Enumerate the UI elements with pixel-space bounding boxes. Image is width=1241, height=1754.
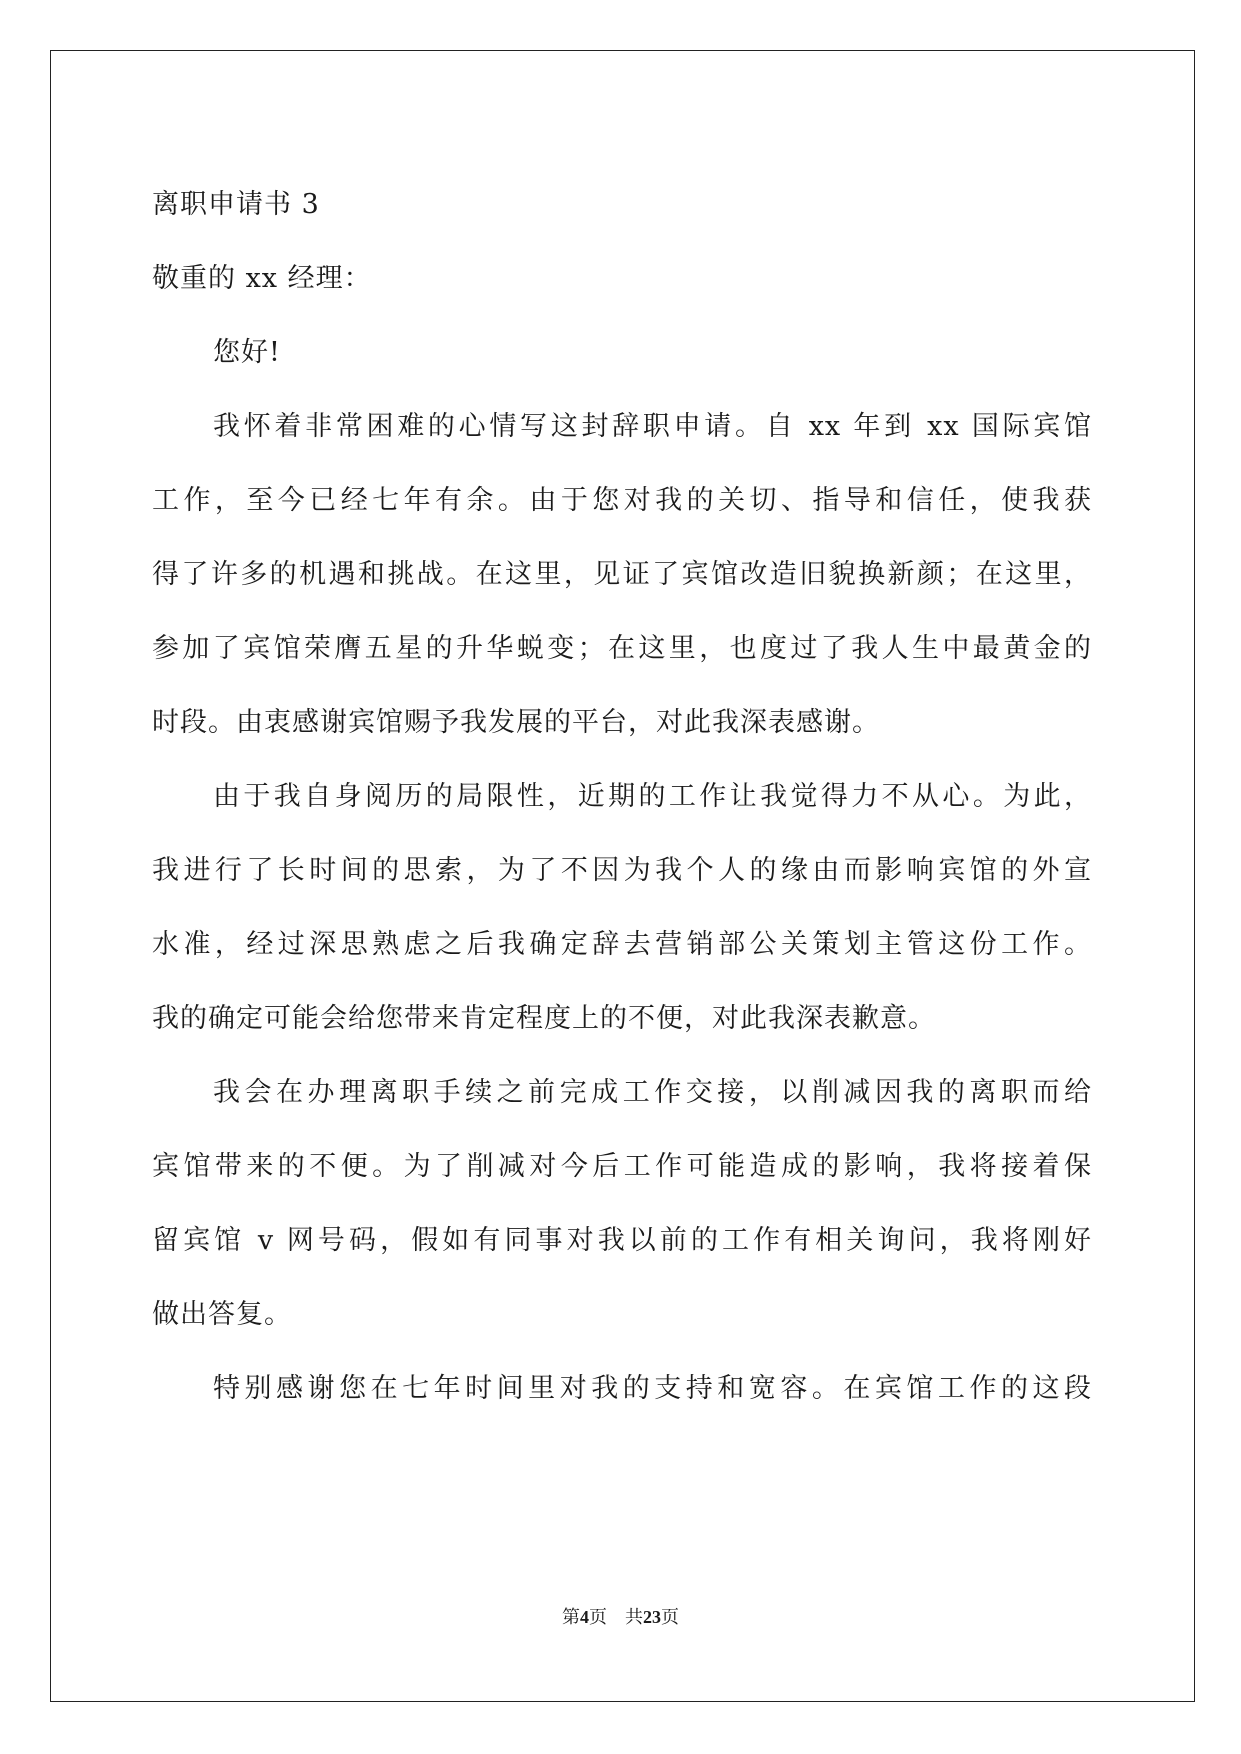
paragraph-line: 我的确定可能会给您带来肯定程度上的不便，对此我深表歉意。 xyxy=(152,1003,936,1034)
paragraph-line: 由于我自身阅历的局限性，近期的工作让我觉得力不从心。为此， xyxy=(213,781,1092,812)
paragraph-line: 留宾馆 v 网号码，假如有同事对我以前的工作有相关询问，我将刚好 xyxy=(152,1225,1092,1256)
paragraph-line: 工作，至今已经七年有余。由于您对我的关切、指导和信任，使我获 xyxy=(152,485,1092,516)
salutation: 敬重的 xx 经理： xyxy=(152,263,372,294)
document-title: 离职申请书 3 xyxy=(152,189,320,220)
greeting: 您好! xyxy=(213,337,281,368)
paragraph-line: 我会在办理离职手续之前完成工作交接，以削减因我的离职而给 xyxy=(213,1077,1092,1108)
document-body xyxy=(152,168,1092,1426)
paragraph-line: 水准，经过深思熟虑之后我确定辞去营销部公关策划主管这份工作。 xyxy=(152,929,1092,960)
paragraph-line: 我怀着非常困难的心情写这封辞职申请。自 xx 年到 xx 国际宾馆 xyxy=(213,411,1092,442)
paragraph-line: 特别感谢您在七年时间里对我的支持和宽容。在宾馆工作的这段 xyxy=(213,1373,1092,1404)
total-pages: 23 xyxy=(643,1607,661,1627)
paragraph-line: 做出答复。 xyxy=(152,1299,292,1330)
paragraph-line: 时段。由衷感谢宾馆赐予我发展的平台，对此我深表感谢。 xyxy=(152,707,880,738)
page-suffix: 页 xyxy=(589,1607,607,1628)
paragraph-line: 参加了宾馆荣膺五星的升华蜕变；在这里，也度过了我人生中最黄金的 xyxy=(152,633,1092,664)
paragraph-line: 我进行了长时间的思索，为了不因为我个人的缘由而影响宾馆的外宣 xyxy=(152,855,1092,886)
paragraph-line: 得了许多的机遇和挑战。在这里，见证了宾馆改造旧貌换新颜；在这里， xyxy=(152,559,1092,590)
total-suffix: 页 xyxy=(661,1607,679,1628)
page-number: 4 xyxy=(580,1607,589,1627)
total-prefix: 共 xyxy=(625,1607,643,1628)
page-prefix: 第 xyxy=(562,1607,580,1628)
paragraph-line: 宾馆带来的不便。为了削减对今后工作可能造成的影响，我将接着保 xyxy=(152,1151,1092,1182)
page-footer xyxy=(0,1605,1241,1630)
